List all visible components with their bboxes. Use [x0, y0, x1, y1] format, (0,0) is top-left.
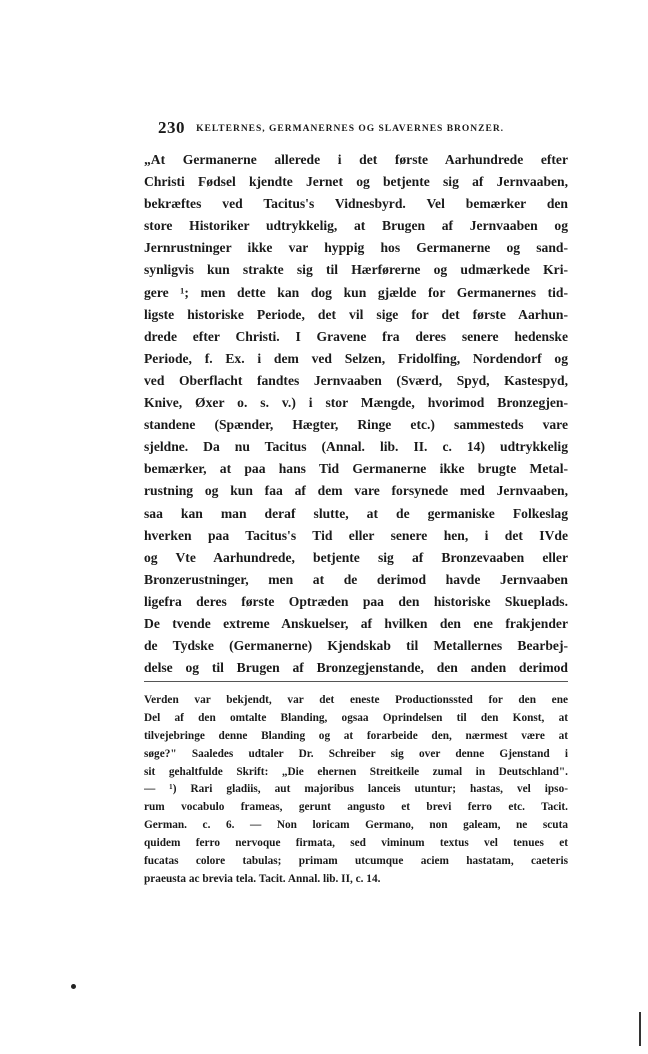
footnote-line: quidem ferro nervoque firmata, sed viminum textus vel tenues et [144, 837, 568, 850]
footnote-line: søge?" Saaledes udtaler Dr. Schreiber sig over denne Gjenstand i [144, 747, 568, 760]
text-line: ligste historiske Periode, det vil sige for det første Aarhun- [144, 306, 568, 322]
text-line: Jernrustninger ikke var hyppig hos Germanerne og sand- [144, 240, 568, 256]
footnote-line: German. c. 6. — Non loricam Germano, non galeam, ne scuta [144, 819, 568, 832]
text-line: Knive, Øxer o. s. v.) i stor Mængde, hvorimod Bronzegjen- [144, 395, 568, 411]
running-head: KELTERNES, GERMANERNES OG SLAVERNES BRONZER. [196, 124, 505, 134]
text-line: drede efter Christi. I Gravene fra deres senere hedenske [144, 328, 568, 344]
footnote-line: praeusta ac brevia tela. Tacit. Annal. lib. II, c. 14. [144, 872, 381, 885]
footnote-line: — ¹) Rari gladiis, aut majoribus lanceis utuntur; hastas, vel ipso- [144, 783, 568, 796]
page-header [158, 118, 578, 138]
text-line: standene (Spænder, Hægter, Ringe etc.) sammesteds vare [144, 417, 568, 433]
text-line: „At Germanerne allerede i det første Aarhundrede efter [144, 152, 568, 167]
text-line: Bronzerustninger, men at de derimod havde Jernvaaben [144, 571, 568, 587]
text-line: ligefra deres første Optræden paa den historiske Skueplads. [144, 593, 568, 609]
footnote-line: rum vocabulo frameas, gerunt angusto et brevi ferro etc. Tacit. [144, 801, 568, 814]
text-line: synligvis kun strakte sig til Hærførerne og udmærkede Kri- [144, 262, 568, 278]
footnote-line: Verden var bekjendt, var det eneste Productionssted for den ene [144, 694, 568, 706]
page-number: 230 [158, 118, 185, 137]
text-line: gere ¹; men dette kan dog kun gjælde for Germanernes tid- [144, 284, 568, 300]
text-line: sjeldne. Da nu Tacitus (Annal. lib. II. c. 14) udtrykkelig [144, 439, 568, 455]
text-line: Periode, f. Ex. i dem ved Selzen, Fridolfing, Nordendorf og [144, 350, 568, 366]
footnote-line: tilvejebringe denne Blanding og at forarbeide den, nærmest være at [144, 729, 568, 742]
text-line: store Historiker udtrykkelig, at Brugen af Jernvaaben og [144, 218, 568, 234]
footnotes [144, 692, 568, 889]
page-edge-mark [639, 1012, 641, 1046]
text-line: og Vte Aarhundrede, betjente sig af Bronzevaaben eller [144, 549, 568, 565]
footnote-divider [144, 681, 568, 682]
text-line: delse og til Brugen af Bronzegjenstande, den anden derimod [144, 660, 568, 676]
text-line: bemærker, at paa hans Tid Germanerne ikke brugte Metal- [144, 461, 568, 477]
text-line: Christi Fødsel kjendte Jernet og betjente sig af Jernvaaben, [144, 174, 568, 190]
footnote-line: sit gehaltfulde Skrift: „Die ehernen Streitkeile zumal in Deutschland". [144, 765, 568, 778]
text-line: hverken paa Tacitus's Tid eller senere hen, i det IVde [144, 527, 568, 543]
footnote-line: Del af den omtalte Blanding, ogsaa Oprindelsen til den Konst, at [144, 711, 568, 724]
footnote-line: fucatas colore tabulas; primam utcumque aciem hastatam, caeteris [144, 855, 568, 868]
margin-ink-dot [71, 984, 76, 989]
text-line: de Tydske (Germanerne) Kjendskab til Metallernes Bearbej- [144, 638, 568, 654]
text-line: ved Oberflacht fandtes Jernvaaben (Sværd, Spyd, Kastespyd, [144, 372, 568, 388]
text-line: bekræftes ved Tacitus's Vidnesbyrd. Vel bemærker den [144, 196, 568, 212]
text-line: saa kan man deraf slutte, at de germaniske Folkeslag [144, 505, 568, 521]
main-text [144, 149, 568, 679]
text-line: De tvende extreme Anskuelser, af hvilken den ene frakjender [144, 615, 568, 631]
text-line: rustning og kun faa af dem vare forsynede med Jernvaaben, [144, 483, 568, 499]
